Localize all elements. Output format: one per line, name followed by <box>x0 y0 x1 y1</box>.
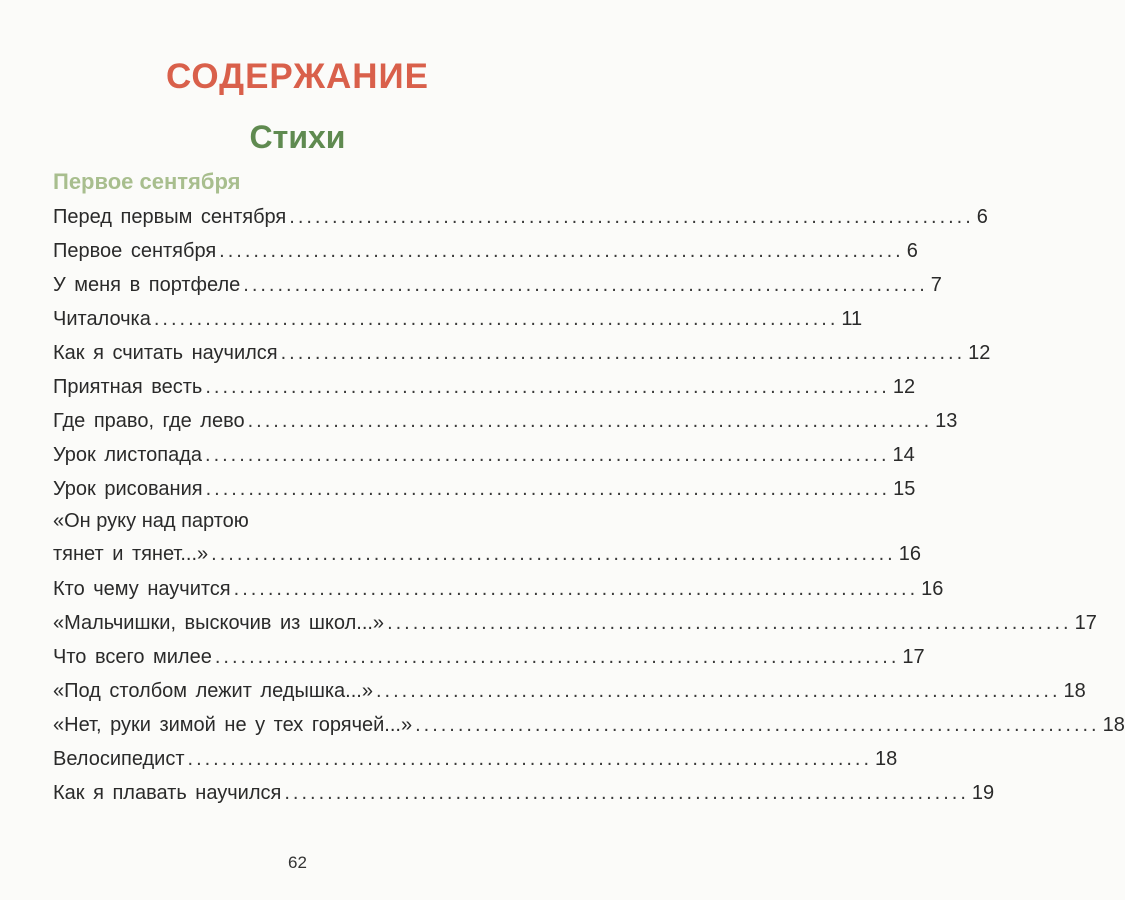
toc-entry-title: Читалочка <box>53 308 151 330</box>
toc-entry-title: Урок листопада <box>53 444 203 466</box>
toc-entry <box>53 606 1097 640</box>
toc-entry <box>53 674 1086 708</box>
toc-entry-page: 11 <box>841 308 863 330</box>
page-number: 62 <box>288 853 307 872</box>
toc-entry-page: 12 <box>892 376 916 398</box>
toc-entry <box>53 234 918 268</box>
toc-entry-title: тянет и тянет...» <box>53 543 209 565</box>
toc-entry <box>53 438 915 472</box>
toc-entry <box>53 268 942 302</box>
section-title: Стихи <box>249 119 346 155</box>
dot-leader: ................................................................................ <box>387 612 1072 634</box>
toc-entry-page: 18 <box>875 748 898 770</box>
toc-entry-title: Что всего милее <box>53 646 212 668</box>
toc-entry <box>53 572 944 606</box>
toc-entry-title: Урок рисования <box>53 478 203 500</box>
toc-entry-page: 13 <box>935 410 958 432</box>
toc-entry-page: 14 <box>892 444 915 466</box>
toc-entry-title: «Под столбом лежит ледышка...» <box>53 680 373 702</box>
toc-entry-page: 15 <box>893 478 916 500</box>
subsection-title: Первое сентября <box>53 169 241 194</box>
dot-leader: ................................................................................ <box>211 543 896 565</box>
toc-entry-title: Первое сентября <box>53 240 217 262</box>
toc-entry-page: 6 <box>976 206 988 228</box>
toc-entry <box>53 404 958 438</box>
toc-entry-title-line1: «Он руку над партою <box>53 510 249 532</box>
toc-entry-page: 7 <box>930 274 942 296</box>
dot-leader: ................................................................................ <box>205 376 890 398</box>
table-of-contents <box>53 200 1125 810</box>
toc-entry <box>53 472 916 506</box>
toc-entry-page: 18 <box>1063 680 1086 702</box>
toc-entry-page: 19 <box>971 782 995 804</box>
toc-entry-page: 16 <box>921 578 944 600</box>
toc-entry-title: «Нет, руки зимой не у тех горячей...» <box>53 714 413 736</box>
dot-leader: ................................................................................ <box>205 444 890 466</box>
dot-leader: ................................................................................ <box>375 680 1061 702</box>
toc-entry-page: 6 <box>906 240 918 262</box>
dot-leader: ................................................................................ <box>214 646 900 668</box>
toc-entry <box>53 776 995 810</box>
toc-entry-title: Как я плавать научился <box>53 782 282 804</box>
toc-entry <box>53 708 1125 742</box>
toc-entry-page: 17 <box>1074 612 1097 634</box>
dot-leader: ................................................................................ <box>289 206 974 228</box>
toc-entry-title: «Мальчишки, выскочив из школ...» <box>53 612 385 634</box>
toc-entry-title: Кто чему научится <box>53 578 231 600</box>
toc-entry-page: 18 <box>1102 714 1125 736</box>
dot-leader: ................................................................................ <box>284 782 969 804</box>
toc-entry <box>53 742 898 776</box>
dot-leader: ................................................................................ <box>415 714 1100 736</box>
toc-entry-page: 12 <box>968 342 991 364</box>
toc-entry <box>53 302 863 336</box>
dot-leader: ................................................................................ <box>219 240 904 262</box>
toc-entry-page: 16 <box>898 543 921 565</box>
toc-entry <box>53 336 991 370</box>
toc-entry <box>53 506 921 572</box>
toc-entry-page: 17 <box>902 646 925 668</box>
page-title: СОДЕРЖАНИЕ <box>165 57 429 96</box>
toc-entry-title: Перед первым сентября <box>53 206 287 228</box>
toc-entry <box>53 640 925 674</box>
toc-entry-title: Где право, где лево <box>53 410 245 432</box>
dot-leader: ................................................................................ <box>153 308 839 330</box>
toc-entry <box>53 370 916 404</box>
toc-entry-title: Как я считать научился <box>53 342 278 364</box>
toc-entry-title: Приятная весть <box>53 376 203 398</box>
dot-leader: ................................................................................ <box>243 274 928 296</box>
dot-leader: ................................................................................ <box>247 410 933 432</box>
dot-leader: ................................................................................ <box>187 748 873 770</box>
dot-leader: ................................................................................ <box>233 578 919 600</box>
dot-leader: ................................................................................ <box>280 342 966 364</box>
toc-entry-title: У меня в портфеле <box>53 274 241 296</box>
dot-leader: ................................................................................ <box>205 478 891 500</box>
toc-entry-title: Велосипедист <box>53 748 185 770</box>
toc-entry <box>53 200 988 234</box>
